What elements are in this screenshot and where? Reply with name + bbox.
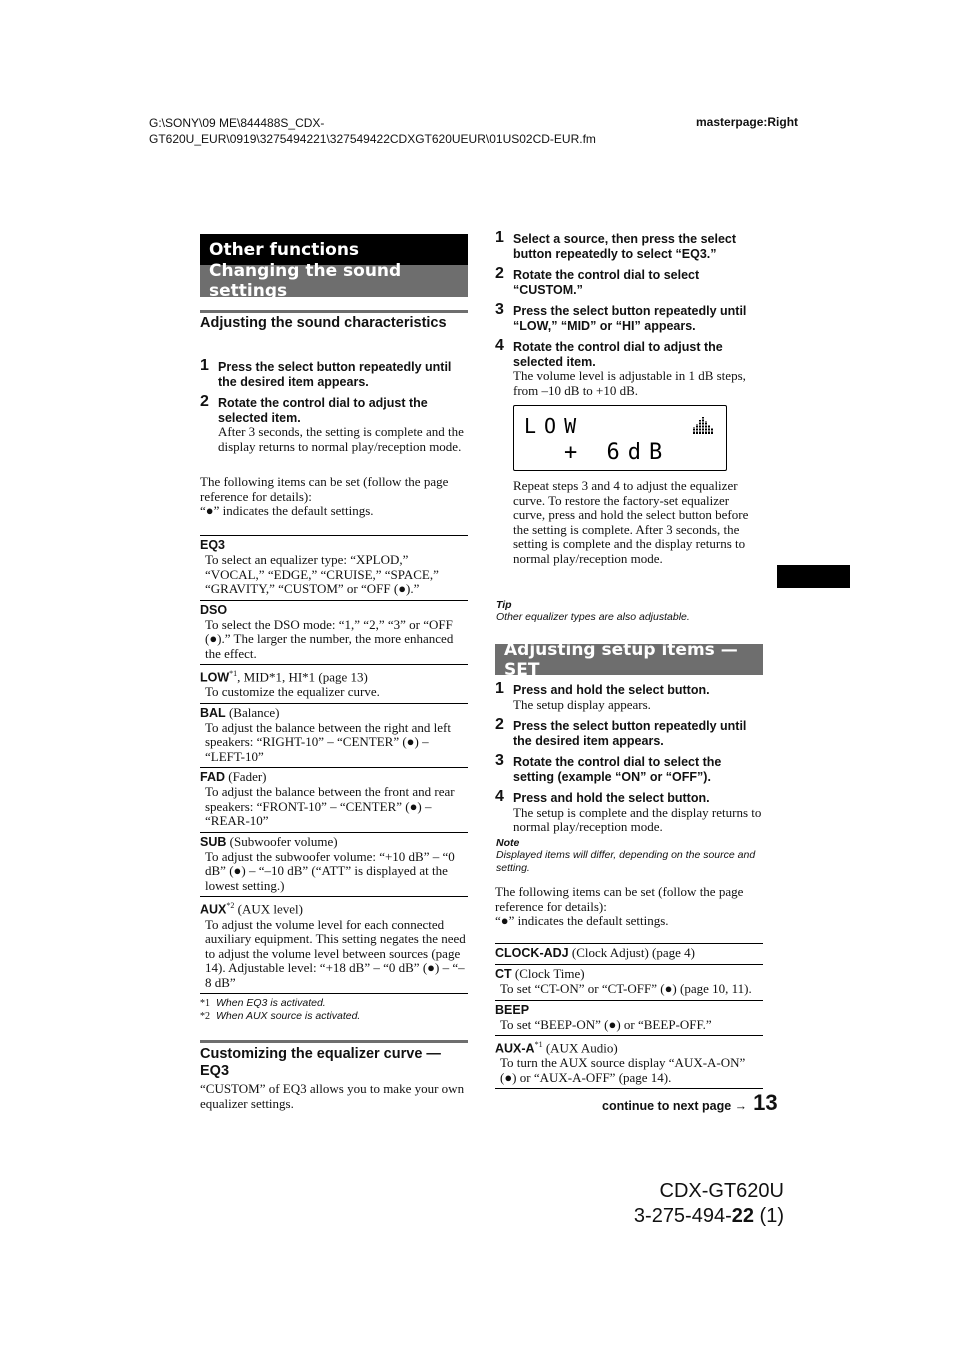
eq-steps — [495, 230, 763, 398]
item-extra: , MID*1, HI*1 (page 13) — [237, 669, 368, 685]
item-footnote-mark: *2 — [226, 901, 235, 911]
default-note: “●” indicates the default settings. — [200, 503, 374, 518]
step-number: 1 — [200, 357, 209, 374]
item-extra: (Subwoofer volume) — [226, 833, 338, 849]
adjust-heading: Adjusting the sound characteristics — [200, 315, 447, 331]
item-term: LOW — [200, 670, 230, 685]
section-title: Changing the sound settings — [209, 261, 402, 301]
heading-rule — [200, 1040, 468, 1043]
section-title-bar — [200, 261, 468, 301]
item-extra: (AUX Audio) — [542, 1040, 618, 1056]
masterpage-label: masterpage:Right — [696, 115, 799, 129]
step-number: 3 — [495, 752, 504, 769]
setup-items-intro: The following items can be set (follow the page reference for details): “●” indicates the default settings. — [495, 885, 763, 929]
footnote: *1 When EQ3 is activated. — [200, 997, 326, 1009]
item-definition: To set “BEEP-ON” (●) or “BEEP-OFF.” — [500, 1016, 712, 1032]
table-row — [200, 897, 468, 994]
item-definition: To select an equalizer type: “XPLOD,” “VOCAL,” “EDGE,” “CRUISE,” “SPACE,” “GRAVITY,” “CUSTOM” or “OFF (●).” — [205, 552, 439, 596]
footnote: *2 When AUX source is activated. — [200, 1010, 361, 1022]
step-title: Press the select button repeatedly until “LOW,” “MID” or “HI” appears. — [513, 304, 747, 333]
step-item — [495, 681, 763, 712]
item-term: BAL — [200, 705, 226, 720]
note-text: Displayed items will differ, depending on the source and setting. — [496, 849, 756, 874]
item-term: EQ3 — [200, 538, 226, 552]
step-item — [495, 266, 763, 297]
item-term: BEEP — [495, 1002, 530, 1017]
item-definition: To adjust the balance between the front and rear speakers: “FRONT-10” – “CENTER” (●) – “REAR-10” — [205, 784, 455, 829]
step-title: Rotate the control dial to adjust the selected item. — [513, 340, 723, 369]
display-illustration — [513, 405, 727, 471]
table-row — [200, 833, 468, 898]
step-number: 2 — [200, 393, 209, 410]
item-term: DSO — [200, 602, 228, 617]
step-number: 1 — [495, 229, 504, 246]
step-title: Rotate the control dial to select “CUSTOM.” — [513, 268, 700, 297]
step-description: The setup display appears. — [513, 696, 651, 712]
item-footnote-mark: *1 — [229, 669, 238, 678]
step-title: Select a source, then press the select button repeatedly to select “EQ3.” — [513, 232, 737, 261]
step-item — [200, 394, 468, 454]
default-note: “●” indicates the default settings. — [495, 913, 669, 928]
step-description: The volume level is adjustable in 1 dB steps, from –10 dB to +10 dB. — [513, 368, 746, 398]
step-title: Rotate the control dial to adjust the selected item. — [218, 396, 428, 425]
step-item — [495, 753, 763, 784]
step-title: Rotate the control dial to select the setting (example “ON” or “OFF”). — [513, 755, 722, 784]
step-item — [495, 717, 763, 748]
item-footnote-mark: *1 — [534, 1040, 543, 1049]
note-heading: Note — [496, 837, 520, 849]
step-description: After 3 seconds, the setting is complete and the display returns to normal play/reception mode. — [218, 424, 464, 454]
step-number: 3 — [495, 301, 504, 318]
item-extra: (Fader) — [225, 769, 267, 785]
item-term: AUX — [200, 902, 227, 917]
table-row — [200, 601, 468, 666]
item-term: AUX-A — [495, 1041, 535, 1056]
model-name: CDX-GT620U — [659, 1180, 784, 1202]
heading-rule — [200, 310, 468, 313]
sound-items-table — [200, 535, 468, 994]
step-number: 4 — [495, 788, 504, 805]
setup-title-bar — [495, 639, 763, 680]
item-extra: (Clock Time) — [511, 966, 585, 981]
item-definition: To customize the equalizer curve. — [205, 684, 380, 700]
tip-block — [496, 599, 764, 624]
item-definition: To select the DSO mode: “1,” “2,” “3” or “OFF (●).” The larger the number, the more enhanced the effect. — [205, 616, 454, 661]
step-title: Press the select button repeatedly until the desired item appears. — [513, 719, 747, 748]
item-definition: To turn the AUX source display “AUX-A-ON” (●) or “AUX-A-OFF” (page 14). — [500, 1055, 746, 1085]
table-row — [200, 536, 468, 601]
item-term: FAD — [200, 770, 225, 785]
tip-text: Other equalizer types are also adjustable. — [496, 611, 690, 623]
step-number: 1 — [495, 680, 504, 697]
table-row — [200, 704, 468, 769]
item-extra: (Balance) — [225, 704, 280, 720]
eq-level-icon — [692, 415, 714, 435]
item-definition: To adjust the subwoofer volume: “+10 dB” – “0 dB” (●) – “–10 dB” (“ATT” is displayed at the lowest setting.) — [205, 848, 455, 893]
item-definition: To set “CT-ON” or “CT-OFF” (●) (page 10, 11). — [500, 981, 752, 996]
display-line-1: LOW — [524, 414, 585, 438]
step-item — [200, 358, 468, 389]
edge-tab — [777, 565, 850, 588]
table-row — [495, 944, 763, 965]
step-title: Press and hold the select button. — [513, 791, 710, 805]
step-title: Press and hold the select button. — [513, 683, 710, 697]
step-description: The setup is complete and the display returns to normal play/reception mode. — [513, 804, 762, 834]
model-code — [584, 1179, 784, 1229]
setup-title: Adjusting setup items — SET — [504, 639, 738, 680]
step-item — [495, 302, 763, 333]
item-term: CT — [495, 967, 512, 981]
adjust-steps — [200, 358, 468, 454]
item-extra: (AUX level) — [234, 901, 303, 917]
page-number: 13 — [753, 1090, 778, 1115]
table-row — [495, 1036, 763, 1089]
part-number: 3-275-494-22 (1) — [633, 1205, 784, 1227]
table-row — [495, 965, 763, 1001]
eq-description: “CUSTOM” of EQ3 allows you to make your own equalizer settings. — [200, 1081, 465, 1111]
setup-steps — [495, 681, 763, 835]
items-intro: The following items can be set (follow the page reference for details): “●” indicates the default settings. — [200, 475, 468, 519]
step-item — [495, 230, 763, 261]
category-title: Other functions — [209, 239, 360, 260]
step-item — [495, 338, 763, 398]
display-line-2: + 6dB — [564, 440, 671, 465]
page-footer — [602, 1090, 792, 1116]
table-row — [495, 1001, 763, 1037]
eq-heading: Customizing the equalizer curve — EQ3 — [200, 1046, 441, 1079]
file-path: G:\SONY\09 ME\844488S_CDX- GT620U_EUR\0919\3275494221\327549422CDXGT620UEUR\01US02CD-EUR.fm — [149, 116, 596, 146]
setup-items-table — [495, 943, 763, 1089]
item-definition: To adjust the volume level for each connected auxiliary equipment. This setting negates the need to adjust the volume level between sources (page 14). Adjustable level: “+18 dB” – “0 dB” (●) – “–8 dB” — [205, 916, 466, 990]
table-row — [200, 665, 468, 704]
step-number: 4 — [495, 337, 504, 354]
tip-heading: Tip — [496, 599, 512, 611]
item-definition: To adjust the balance between the right and left speakers: “RIGHT-10” – “CENTER” (●) – “LEFT-10” — [205, 719, 451, 764]
item-term: CLOCK-ADJ — [495, 946, 569, 960]
step-number: 2 — [495, 265, 504, 282]
table-row — [200, 768, 468, 833]
step-item — [495, 789, 763, 835]
step-number: 2 — [495, 716, 504, 733]
step-title: Press the select button repeatedly until the desired item appears. — [218, 360, 452, 389]
item-extra: (Clock Adjust) (page 4) — [568, 945, 695, 960]
note-block — [496, 837, 764, 875]
item-term: SUB — [200, 834, 227, 849]
continue-label: continue to next page → — [602, 1099, 748, 1113]
after-display-text: Repeat steps 3 and 4 to adjust the equalizer curve. To restore the factory-set equalizer curve, press and hold the select button before the setting is complete. After 3 seconds, the setting is complete and the display returns to normal play/reception mode. — [513, 478, 749, 566]
footnotes — [200, 997, 468, 1023]
